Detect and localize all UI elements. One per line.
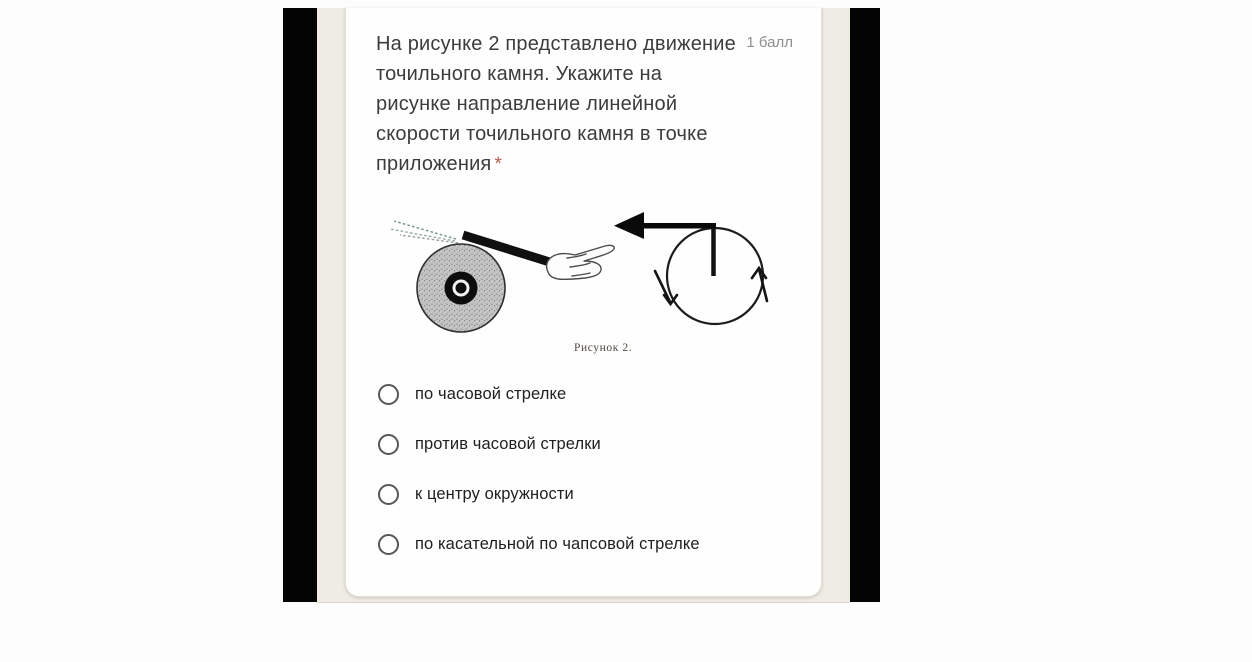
sparks-icon — [390, 221, 458, 243]
option-label: по часовой стрелке — [415, 384, 567, 403]
linear-velocity-arrow-icon — [614, 212, 716, 239]
figure-image — [386, 208, 786, 358]
question-text — [376, 29, 766, 180]
question-line: точильного камня. Укажите на — [376, 63, 663, 85]
option-row[interactable] — [378, 533, 700, 555]
radio-button-icon[interactable] — [378, 434, 399, 455]
radio-button-icon[interactable] — [378, 384, 399, 405]
option-row[interactable] — [378, 383, 566, 405]
option-row[interactable] — [378, 433, 601, 455]
radio-button-icon[interactable] — [378, 484, 399, 505]
figure-caption: Рисунок 2. — [574, 342, 633, 354]
required-asterisk: * — [494, 154, 503, 175]
question-line: скорости точильного камня в точке — [376, 123, 708, 145]
question-line: рисунке направление линейной — [376, 93, 678, 115]
question-line — [376, 149, 766, 180]
option-label: по касательной по чапсовой стрелке — [415, 534, 700, 553]
points-badge: 1 балл — [746, 34, 793, 51]
grinding-wheel — [417, 244, 505, 332]
letterbox-left — [283, 8, 317, 602]
hand-sketch — [547, 245, 615, 279]
option-row[interactable] — [378, 483, 574, 505]
rotation-diagram — [614, 212, 767, 324]
letterbox-right — [850, 8, 880, 602]
question-card — [345, 8, 822, 597]
question-last-line: приложения — [376, 153, 492, 175]
radio-button-icon[interactable] — [378, 534, 399, 555]
option-label: к центру окружности — [415, 484, 574, 503]
question-line: На рисунке 2 представлено движение — [376, 33, 736, 55]
option-label: против часовой стрелки — [415, 434, 601, 453]
